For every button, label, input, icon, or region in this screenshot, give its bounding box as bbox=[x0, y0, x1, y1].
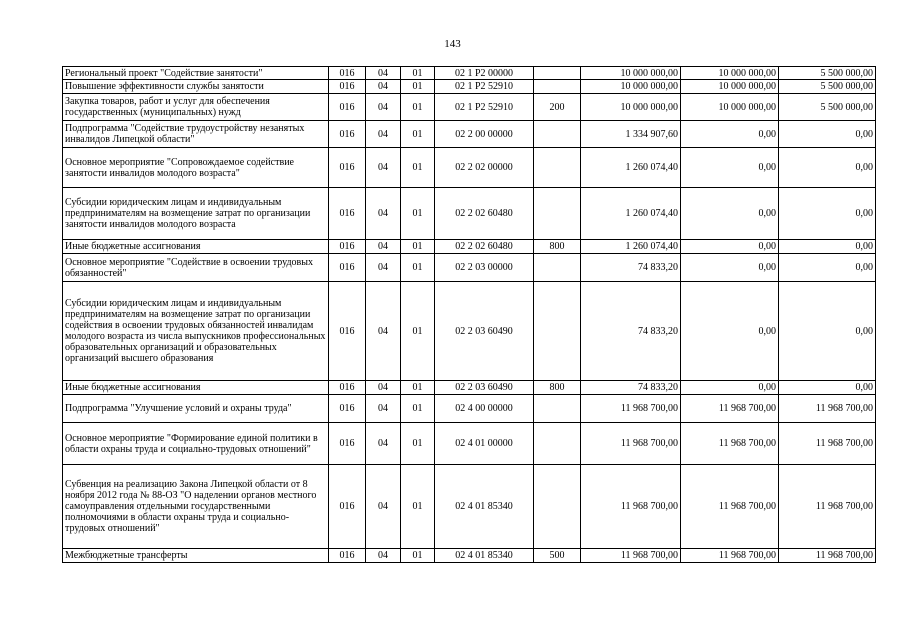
subsection-code: 01 bbox=[401, 465, 435, 549]
expense-type-code bbox=[534, 395, 581, 423]
amount-year-1: 10 000 000,00 bbox=[581, 80, 681, 94]
target-article-code: 02 4 01 85340 bbox=[435, 465, 534, 549]
expense-type-code bbox=[534, 67, 581, 80]
row-name: Основное мероприятие "Сопровождаемое содействие занятости инвалидов молодого возраста" bbox=[63, 148, 329, 188]
grbs-code: 016 bbox=[329, 549, 366, 563]
grbs-code: 016 bbox=[329, 121, 366, 148]
row-name: Региональный проект "Содействие занятости" bbox=[63, 67, 329, 80]
grbs-code: 016 bbox=[329, 188, 366, 240]
subsection-code: 01 bbox=[401, 94, 435, 121]
amount-year-3: 0,00 bbox=[779, 121, 876, 148]
amount-year-2: 0,00 bbox=[681, 188, 779, 240]
target-article-code: 02 1 P2 00000 bbox=[435, 67, 534, 80]
subsection-code: 01 bbox=[401, 67, 435, 80]
subsection-code: 01 bbox=[401, 282, 435, 381]
subsection-code: 01 bbox=[401, 121, 435, 148]
table-row bbox=[63, 94, 876, 121]
grbs-code: 016 bbox=[329, 94, 366, 121]
grbs-code: 016 bbox=[329, 381, 366, 395]
amount-year-3: 0,00 bbox=[779, 254, 876, 282]
grbs-code: 016 bbox=[329, 148, 366, 188]
expense-type-code bbox=[534, 254, 581, 282]
amount-year-1: 74 833,20 bbox=[581, 282, 681, 381]
section-code: 04 bbox=[366, 254, 401, 282]
subsection-code: 01 bbox=[401, 423, 435, 465]
amount-year-3: 11 968 700,00 bbox=[779, 395, 876, 423]
row-name: Основное мероприятие "Содействие в освоении трудовых обязанностей" bbox=[63, 254, 329, 282]
grbs-code: 016 bbox=[329, 395, 366, 423]
expense-type-code bbox=[534, 148, 581, 188]
row-name: Субвенция на реализацию Закона Липецкой области от 8 ноября 2012 года № 88-ОЗ "О наделении органов местного самоуправления отдельными государственными полномочиями в области охраны труда и социально-трудовых отношений" bbox=[63, 465, 329, 549]
section-code: 04 bbox=[366, 465, 401, 549]
grbs-code: 016 bbox=[329, 282, 366, 381]
amount-year-3: 0,00 bbox=[779, 188, 876, 240]
amount-year-2: 0,00 bbox=[681, 148, 779, 188]
expense-type-code bbox=[534, 465, 581, 549]
amount-year-2: 0,00 bbox=[681, 282, 779, 381]
target-article-code: 02 1 P2 52910 bbox=[435, 80, 534, 94]
subsection-code: 01 bbox=[401, 80, 435, 94]
target-article-code: 02 2 00 00000 bbox=[435, 121, 534, 148]
amount-year-3: 0,00 bbox=[779, 148, 876, 188]
amount-year-2: 0,00 bbox=[681, 240, 779, 254]
table-row bbox=[63, 465, 876, 549]
subsection-code: 01 bbox=[401, 148, 435, 188]
section-code: 04 bbox=[366, 121, 401, 148]
expense-type-code bbox=[534, 282, 581, 381]
target-article-code: 02 2 03 60490 bbox=[435, 282, 534, 381]
expense-type-code bbox=[534, 188, 581, 240]
row-name: Подпрограмма "Улучшение условий и охраны труда" bbox=[63, 395, 329, 423]
row-name: Подпрограмма "Содействие трудоустройству незанятых инвалидов Липецкой области" bbox=[63, 121, 329, 148]
amount-year-1: 1 260 074,40 bbox=[581, 148, 681, 188]
amount-year-3: 0,00 bbox=[779, 282, 876, 381]
table-row bbox=[63, 80, 876, 94]
budget-table bbox=[62, 66, 876, 563]
target-article-code: 02 2 03 00000 bbox=[435, 254, 534, 282]
target-article-code: 02 2 02 60480 bbox=[435, 240, 534, 254]
amount-year-1: 11 968 700,00 bbox=[581, 465, 681, 549]
amount-year-1: 1 334 907,60 bbox=[581, 121, 681, 148]
expense-type-code: 500 bbox=[534, 549, 581, 563]
target-article-code: 02 2 02 00000 bbox=[435, 148, 534, 188]
subsection-code: 01 bbox=[401, 381, 435, 395]
row-name: Закупка товаров, работ и услуг для обеспечения государственных (муниципальных) нужд bbox=[63, 94, 329, 121]
target-article-code: 02 4 00 00000 bbox=[435, 395, 534, 423]
amount-year-3: 0,00 bbox=[779, 240, 876, 254]
grbs-code: 016 bbox=[329, 67, 366, 80]
table-row bbox=[63, 188, 876, 240]
amount-year-1: 11 968 700,00 bbox=[581, 395, 681, 423]
section-code: 04 bbox=[366, 282, 401, 381]
table-row bbox=[63, 395, 876, 423]
table-row bbox=[63, 121, 876, 148]
table-row bbox=[63, 381, 876, 395]
section-code: 04 bbox=[366, 94, 401, 121]
amount-year-2: 11 968 700,00 bbox=[681, 395, 779, 423]
amount-year-3: 11 968 700,00 bbox=[779, 465, 876, 549]
amount-year-3: 0,00 bbox=[779, 381, 876, 395]
target-article-code: 02 2 03 60490 bbox=[435, 381, 534, 395]
amount-year-1: 10 000 000,00 bbox=[581, 67, 681, 80]
amount-year-1: 74 833,20 bbox=[581, 254, 681, 282]
table-row bbox=[63, 423, 876, 465]
row-name: Иные бюджетные ассигнования bbox=[63, 240, 329, 254]
target-article-code: 02 1 P2 52910 bbox=[435, 94, 534, 121]
amount-year-1: 74 833,20 bbox=[581, 381, 681, 395]
table-row bbox=[63, 254, 876, 282]
expense-type-code: 800 bbox=[534, 381, 581, 395]
target-article-code: 02 4 01 85340 bbox=[435, 549, 534, 563]
amount-year-2: 11 968 700,00 bbox=[681, 549, 779, 563]
row-name: Иные бюджетные ассигнования bbox=[63, 381, 329, 395]
grbs-code: 016 bbox=[329, 254, 366, 282]
expense-type-code: 200 bbox=[534, 94, 581, 121]
section-code: 04 bbox=[366, 148, 401, 188]
amount-year-2: 10 000 000,00 bbox=[681, 80, 779, 94]
table-row bbox=[63, 148, 876, 188]
subsection-code: 01 bbox=[401, 188, 435, 240]
table-row bbox=[63, 67, 876, 80]
expense-type-code bbox=[534, 121, 581, 148]
amount-year-2: 0,00 bbox=[681, 254, 779, 282]
expense-type-code bbox=[534, 80, 581, 94]
subsection-code: 01 bbox=[401, 549, 435, 563]
budget-table-body bbox=[63, 67, 876, 563]
amount-year-3: 5 500 000,00 bbox=[779, 80, 876, 94]
grbs-code: 016 bbox=[329, 465, 366, 549]
section-code: 04 bbox=[366, 395, 401, 423]
amount-year-1: 1 260 074,40 bbox=[581, 240, 681, 254]
row-name: Межбюджетные трансферты bbox=[63, 549, 329, 563]
row-name: Повышение эффективности службы занятости bbox=[63, 80, 329, 94]
subsection-code: 01 bbox=[401, 395, 435, 423]
amount-year-2: 11 968 700,00 bbox=[681, 423, 779, 465]
section-code: 04 bbox=[366, 188, 401, 240]
subsection-code: 01 bbox=[401, 254, 435, 282]
table-row bbox=[63, 549, 876, 563]
amount-year-3: 11 968 700,00 bbox=[779, 549, 876, 563]
expense-type-code: 800 bbox=[534, 240, 581, 254]
page-number: 143 bbox=[444, 38, 461, 50]
amount-year-3: 11 968 700,00 bbox=[779, 423, 876, 465]
amount-year-2: 11 968 700,00 bbox=[681, 465, 779, 549]
section-code: 04 bbox=[366, 381, 401, 395]
section-code: 04 bbox=[366, 240, 401, 254]
amount-year-1: 1 260 074,40 bbox=[581, 188, 681, 240]
amount-year-3: 5 500 000,00 bbox=[779, 67, 876, 80]
section-code: 04 bbox=[366, 80, 401, 94]
target-article-code: 02 2 02 60480 bbox=[435, 188, 534, 240]
subsection-code: 01 bbox=[401, 240, 435, 254]
row-name: Субсидии юридическим лицам и индивидуальным предпринимателям на возмещение затрат по организации содействия в освоении трудовых обязанностей инвалидам молодого возраста из числа выпускников профессиональных образовательных организаций и образовательных организаций высшего образования bbox=[63, 282, 329, 381]
amount-year-2: 0,00 bbox=[681, 121, 779, 148]
grbs-code: 016 bbox=[329, 240, 366, 254]
grbs-code: 016 bbox=[329, 80, 366, 94]
row-name: Субсидии юридическим лицам и индивидуальным предпринимателям на возмещение затрат по организации занятости инвалидов молодого возраста bbox=[63, 188, 329, 240]
target-article-code: 02 4 01 00000 bbox=[435, 423, 534, 465]
amount-year-1: 11 968 700,00 bbox=[581, 549, 681, 563]
table-row bbox=[63, 282, 876, 381]
amount-year-2: 10 000 000,00 bbox=[681, 94, 779, 121]
amount-year-1: 11 968 700,00 bbox=[581, 423, 681, 465]
row-name: Основное мероприятие "Формирование единой политики в области охраны труда и социально-трудовых отношений" bbox=[63, 423, 329, 465]
section-code: 04 bbox=[366, 549, 401, 563]
amount-year-1: 10 000 000,00 bbox=[581, 94, 681, 121]
amount-year-2: 0,00 bbox=[681, 381, 779, 395]
grbs-code: 016 bbox=[329, 423, 366, 465]
section-code: 04 bbox=[366, 423, 401, 465]
section-code: 04 bbox=[366, 67, 401, 80]
amount-year-2: 10 000 000,00 bbox=[681, 67, 779, 80]
expense-type-code bbox=[534, 423, 581, 465]
table-row bbox=[63, 240, 876, 254]
amount-year-3: 5 500 000,00 bbox=[779, 94, 876, 121]
